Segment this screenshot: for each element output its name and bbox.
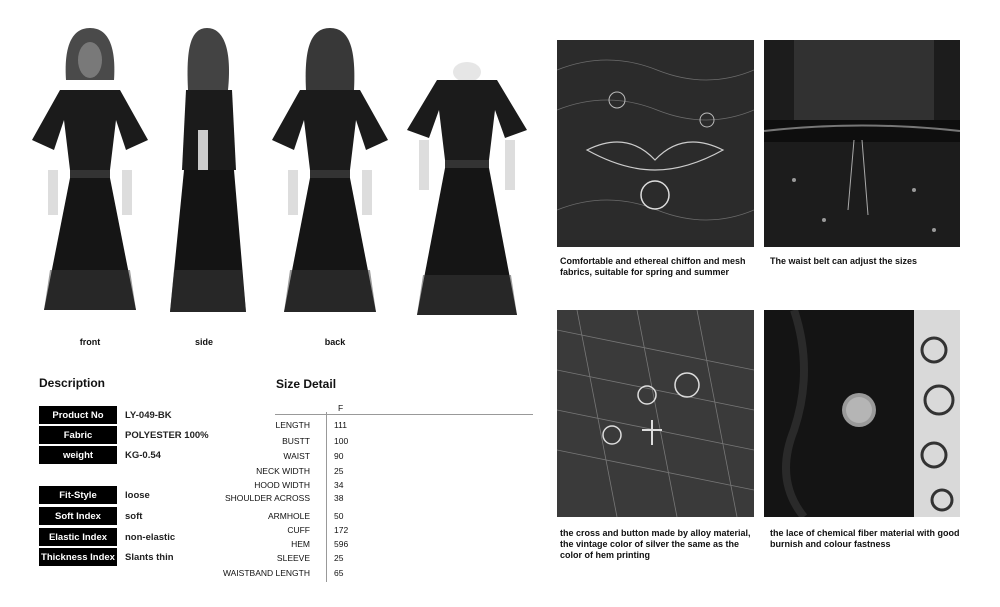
dress-front-image xyxy=(405,60,530,325)
size-row xyxy=(220,420,540,432)
spec-row-elastic-index xyxy=(39,528,175,546)
view-label-back: back xyxy=(324,337,346,347)
size-row xyxy=(220,466,540,478)
size-label: CUFF xyxy=(287,525,310,535)
spec-key: weight xyxy=(39,446,117,464)
size-value: 65 xyxy=(334,568,344,578)
spec-row-fit-style xyxy=(39,486,150,504)
lace-button-image xyxy=(764,310,960,517)
description-title: Description xyxy=(39,376,106,390)
size-label: HEM xyxy=(291,539,310,549)
dress-front-hooded-image xyxy=(30,20,150,325)
photo-front-no-hood xyxy=(405,60,530,325)
dress-side-image xyxy=(162,20,252,325)
size-value: 38 xyxy=(334,493,344,503)
spec-key: Fabric xyxy=(39,426,117,444)
chiffon-print-image xyxy=(557,40,754,247)
view-label-front: front xyxy=(79,337,101,347)
size-detail-title: Size Detail xyxy=(276,377,337,391)
spec-value: POLYESTER 100% xyxy=(125,429,209,441)
spec-row-weight xyxy=(39,446,161,464)
size-label: WAIST xyxy=(283,451,310,461)
size-value: 100 xyxy=(334,436,349,446)
spec-value: non-elastic xyxy=(125,531,176,543)
size-column-header: F xyxy=(338,403,344,413)
detail-image-cross-button xyxy=(557,310,754,517)
size-row xyxy=(220,539,540,551)
size-value: 25 xyxy=(334,466,344,476)
spec-key: Elastic Index xyxy=(39,528,117,546)
size-value: 90 xyxy=(334,451,344,461)
size-label: BUSTT xyxy=(282,436,310,446)
size-label: LENGTH xyxy=(275,420,310,430)
photo-back xyxy=(270,20,390,325)
spec-value: LY-049-BK xyxy=(125,409,172,421)
size-value: 111 xyxy=(334,420,347,430)
size-value: 596 xyxy=(334,539,349,549)
size-value: 172 xyxy=(334,525,349,535)
size-label: SHOULDER ACROSS xyxy=(224,493,310,503)
size-value: 50 xyxy=(334,511,344,521)
size-label: HOOD WIDTH xyxy=(254,480,310,490)
waist-belt-image xyxy=(764,40,960,247)
spec-value: soft xyxy=(125,510,143,522)
caption-waist-belt: The waist belt can adjust the sizes xyxy=(770,256,918,266)
cross-button-image xyxy=(557,310,754,517)
spec-value: loose xyxy=(125,489,150,501)
spec-row-fabric xyxy=(39,426,209,444)
dress-back-image xyxy=(270,20,390,325)
size-value: 25 xyxy=(334,553,344,563)
caption-cross-button: the cross and button made by alloy material, the vintage color of silver the same as the color of hem printing xyxy=(560,528,751,560)
spec-value: Slants thin xyxy=(125,551,174,563)
size-row xyxy=(220,451,540,463)
detail-image-chiffon-print xyxy=(557,40,754,247)
size-value: 34 xyxy=(334,480,344,490)
spec-row-thickness-index xyxy=(39,548,174,566)
size-row xyxy=(220,480,540,492)
size-row xyxy=(220,568,540,580)
size-row xyxy=(220,436,540,448)
size-row xyxy=(220,553,540,565)
size-label: SLEEVE xyxy=(276,553,310,563)
spec-key: Fit-Style xyxy=(39,486,117,504)
spec-row-product-no xyxy=(39,406,172,424)
caption-chiffon-mesh: Comfortable and ethereal chiffon and mesh fabrics, suitable for spring and summer xyxy=(560,256,746,277)
size-header-divider xyxy=(275,414,533,415)
detail-image-waist-belt xyxy=(764,40,960,247)
size-label: NECK WIDTH xyxy=(256,466,310,476)
size-label: ARMHOLE xyxy=(267,511,310,521)
spec-key: Soft Index xyxy=(39,507,117,525)
size-row xyxy=(220,525,540,537)
caption-lace: the lace of chemical fiber material with good burnish and colour fastness xyxy=(770,528,960,549)
size-label: WAISTBAND LENGTH xyxy=(222,568,310,578)
spec-key: Product No xyxy=(39,406,117,424)
photo-front-hooded xyxy=(30,20,150,325)
size-row xyxy=(220,511,540,523)
spec-value: KG-0.54 xyxy=(125,449,161,461)
photo-side xyxy=(162,20,252,325)
view-label-side: side xyxy=(194,337,213,347)
spec-row-soft-index xyxy=(39,507,142,525)
spec-key: Thickness Index xyxy=(39,548,117,566)
detail-image-lace xyxy=(764,310,960,517)
size-row xyxy=(220,493,540,505)
